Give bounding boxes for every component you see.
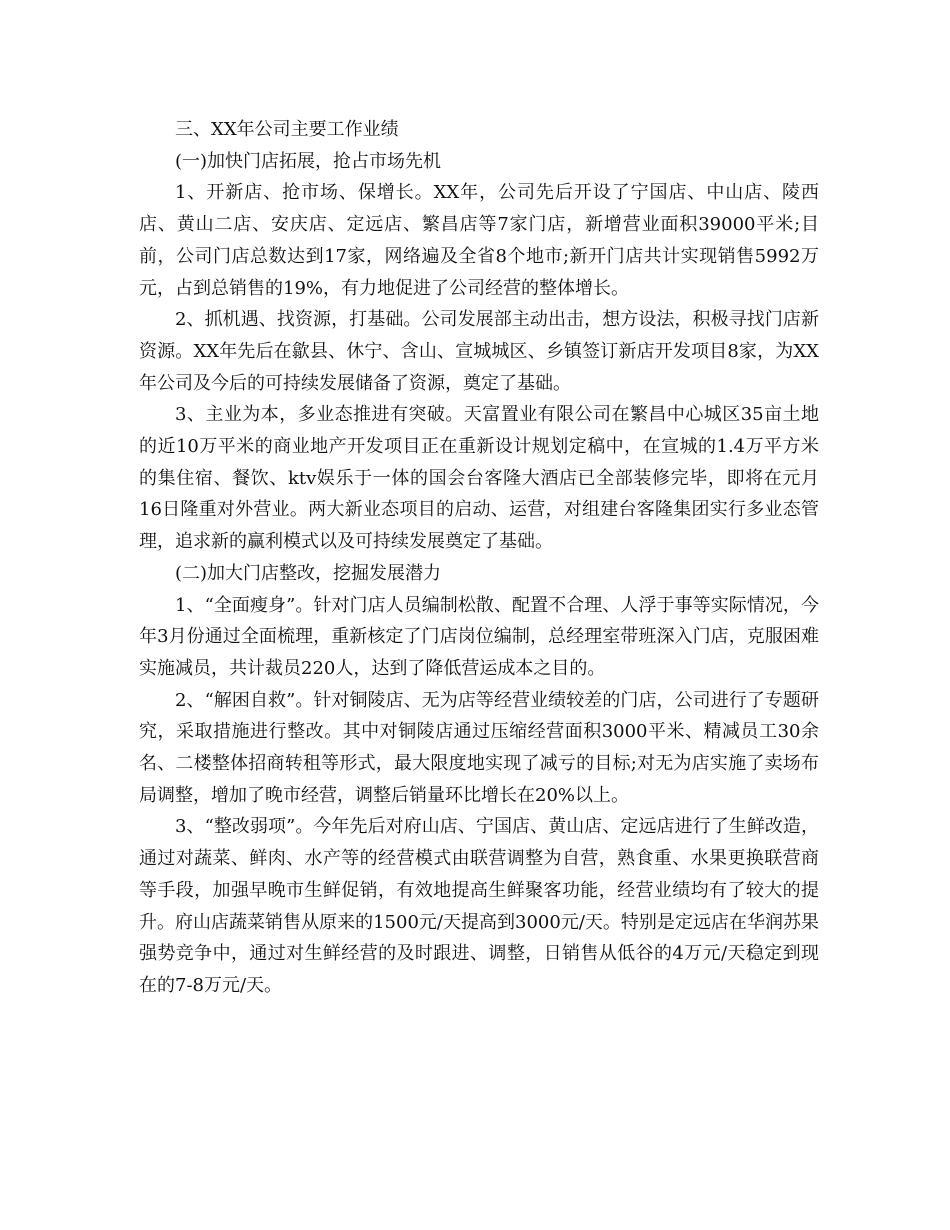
- body-paragraph: 2、“解困自救”。针对铜陵店、无为店等经营业绩较差的门店，公司进行了专题研究，采取措施进行整改。其中对铜陵店通过压缩经营面积3000平米、精减员工30余名、二楼整体招商转租等形式，最大限度地实现了减亏的目标;对无为店实施了卖场布局调整，增加了晚市经营，调整后销量环比增长在20%以上。: [139, 689, 819, 806]
- body-paragraph: 1、开新店、抢市场、保增长。XX年，公司先后开设了宁国店、中山店、陵西店、黄山二店、安庆店、定远店、繁昌店等7家门店，新增营业面积39000平米;目前，公司门店总数达到17家，网络遍及全省8个地市;新开门店共计实现销售5992万元，占到总销售的19%，有力地促进了公司经营的整体增长。: [139, 182, 819, 299]
- document-body: [139, 114, 819, 1002]
- body-paragraph: 3、“整改弱项”。今年先后对府山店、宁国店、黄山店、定远店进行了生鲜改造，通过对蔬菜、鲜肉、水产等的经营模式由联营调整为自营，熟食重、水果更换联营商等手段，加强早晚市生鲜促销，有效地提高生鲜聚客功能，经营业绩均有了较大的提升。府山店蔬菜销售从原来的1500元/天提高到3000元/天。特别是定远店在华润苏果强势竞争中，通过对生鲜经营的及时跟进、调整，日销售从低谷的4万元/天稳定到现在的7-8万元/天。: [139, 816, 819, 996]
- body-paragraph: 1、“全面瘦身”。针对门店人员编制松散、配置不合理、人浮于事等实际情况，今年3月份通过全面梳理，重新核定了门店岗位编制，总经理室带班深入门店，克服困难实施减员，共计裁员220人，达到了降低营运成本之目的。: [139, 594, 819, 679]
- subsection-heading: (二)加大门店整改，挖掘发展潜力: [175, 562, 442, 584]
- section-heading: 三、XX年公司主要工作业绩: [175, 119, 399, 140]
- body-paragraph: 2、抓机遇、找资源，打基础。公司发展部主动出击，想方设法，积极寻找门店新资源。XX年先后在歙县、休宁、含山、宣城城区、乡镇签订新店开发项目8家，为XX年公司及今后的可持续发展储备了资源，奠定了基础。: [139, 309, 819, 394]
- subsection-heading: (一)加快门店拓展，抢占市场先机: [175, 150, 442, 172]
- body-paragraph: 3、主业为本，多业态推进有突破。天富置业有限公司在繁昌中心城区35亩土地的近10万平米的商业地产开发项目正在重新设计规划定稿中，在宣城的1.4万平方米的集住宿、餐饮、ktv娱乐于一体的国会台客隆大酒店已全部装修完毕，即将在元月16日隆重对外营业。两大新业态项目的启动、运营，对组建台客隆集团实行多业态管理，追求新的赢利模式以及可持续发展奠定了基础。: [139, 404, 819, 553]
